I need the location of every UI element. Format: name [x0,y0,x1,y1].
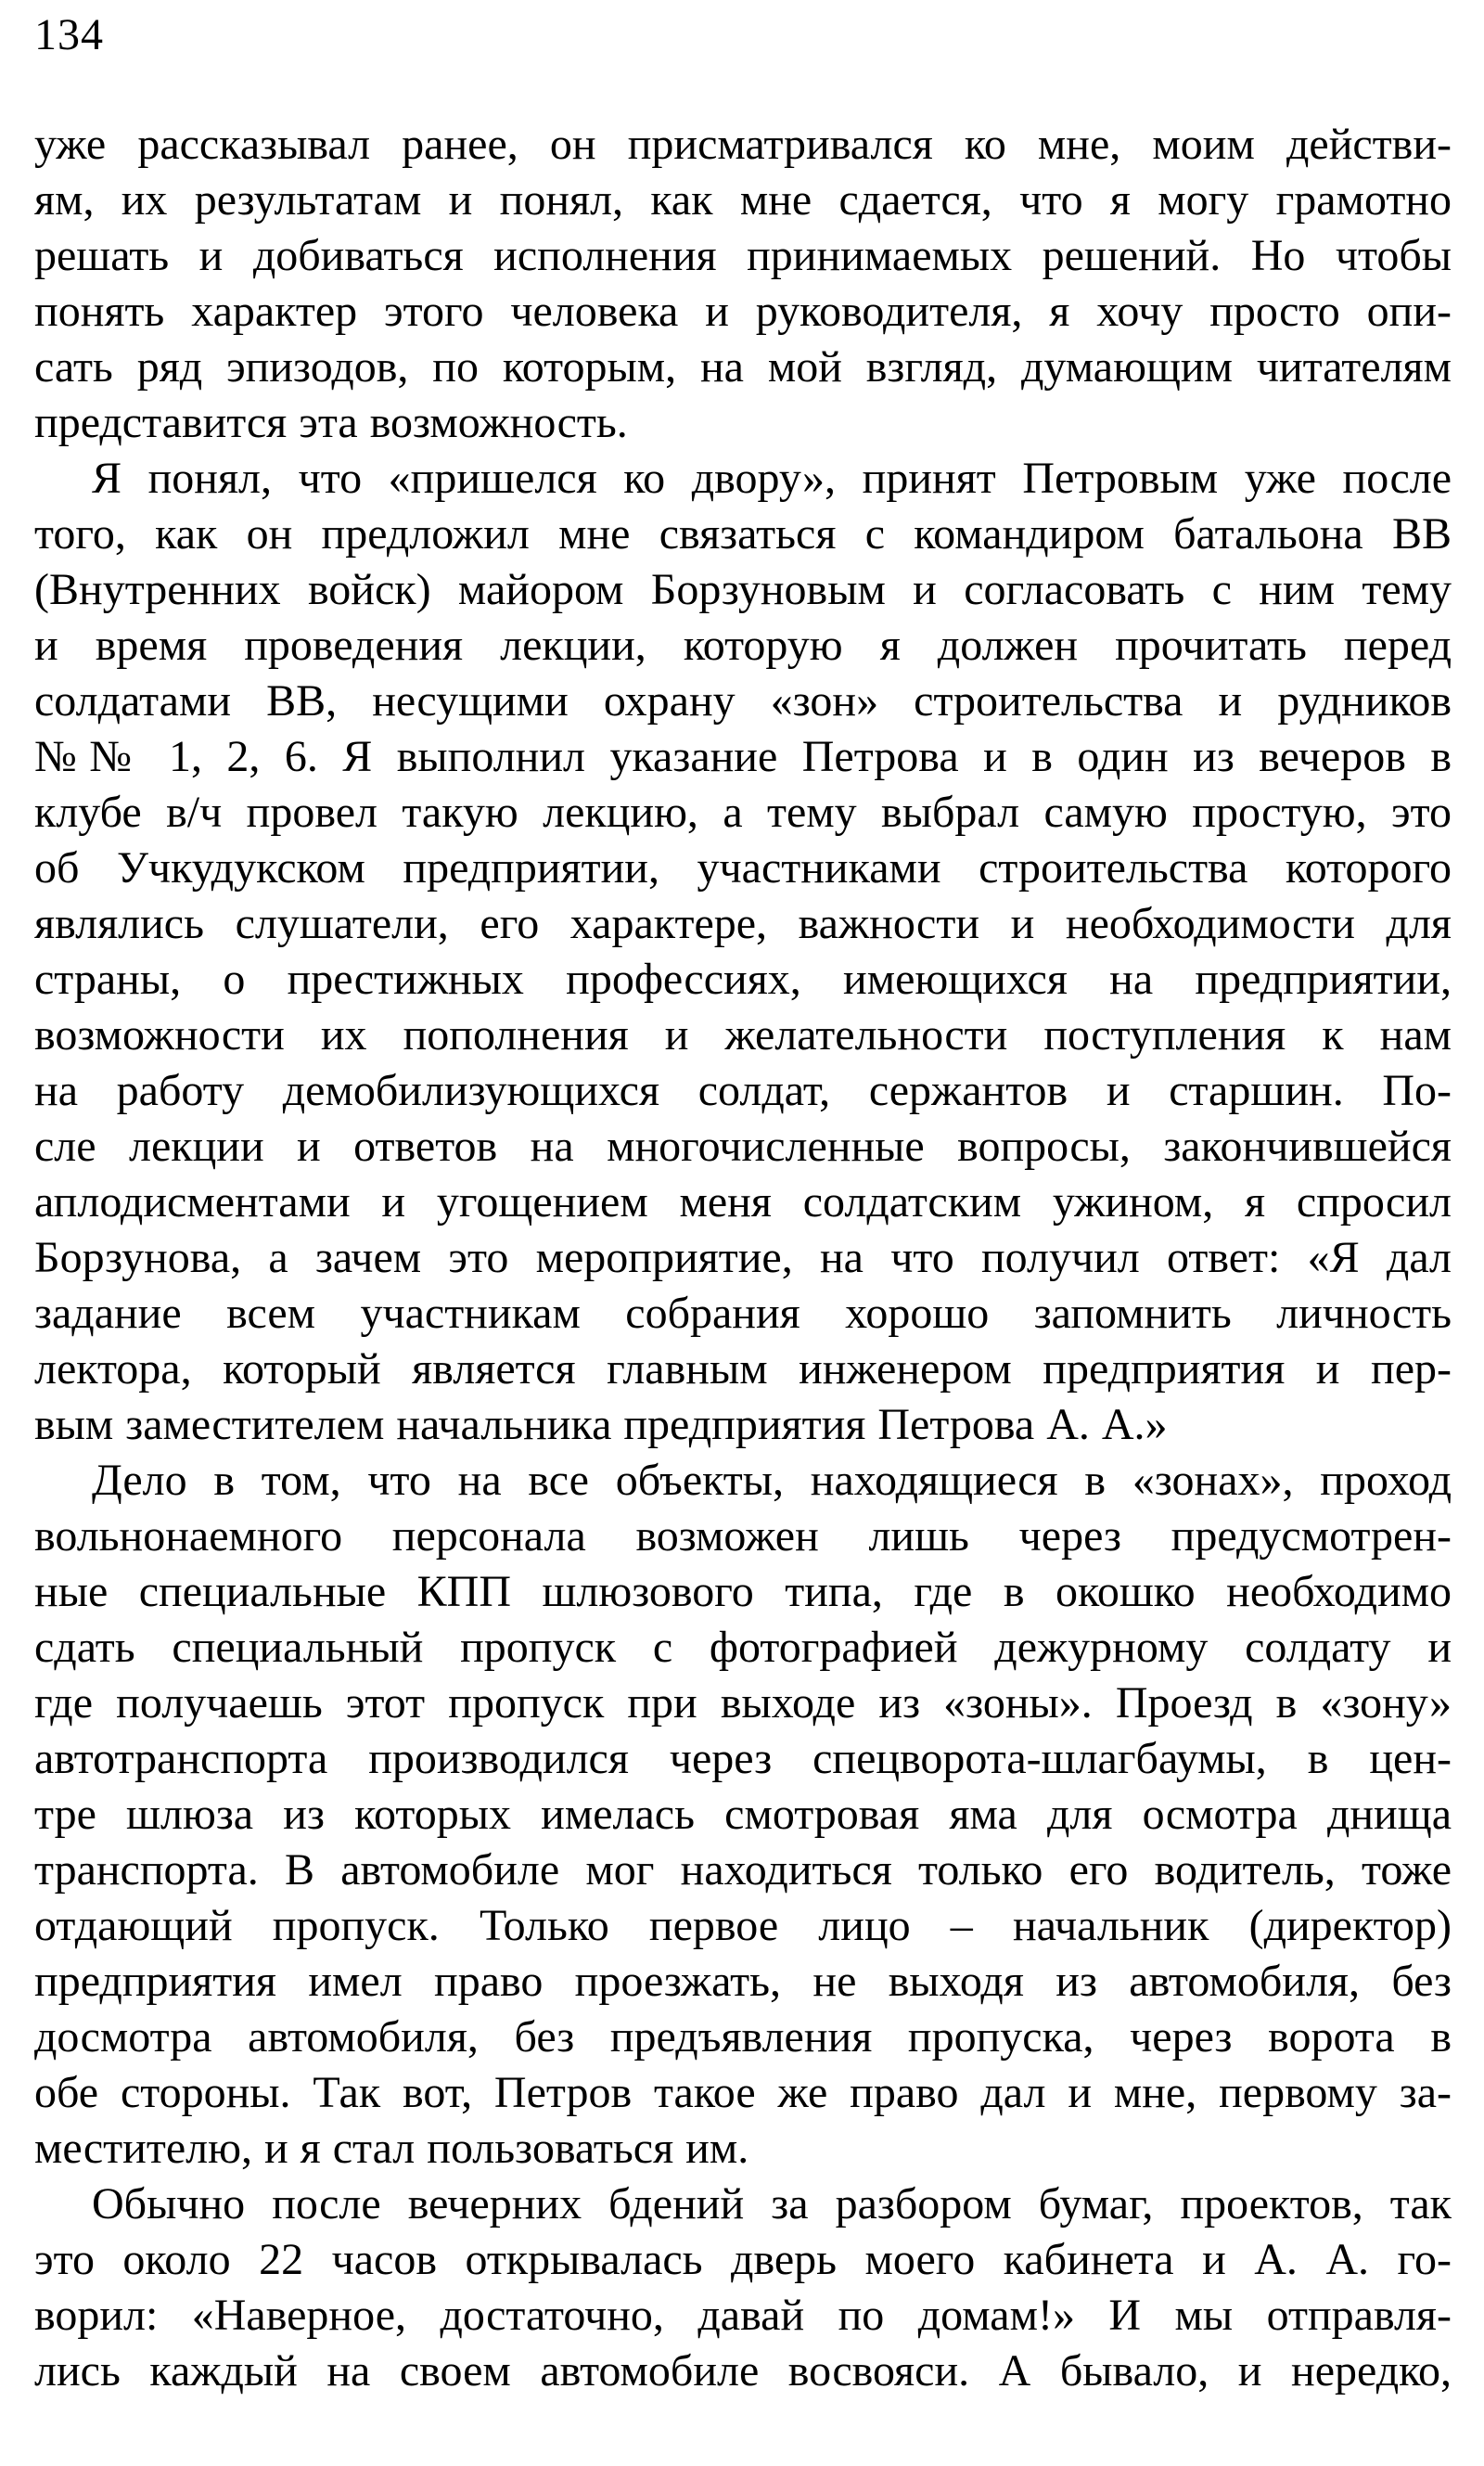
text-line: вольнонаемного персонала возможен лишь через предусмотрен- [34,1511,1452,1561]
text-line: страны, о престижных профессиях, имеющихся на предприятии, [34,955,1452,1004]
text-line: это около 22 часов открывалась дверь моего кабинета и А. А. го- [34,2235,1452,2284]
text-line: транспорта. В автомобиле мог находиться только его водитель, тоже [34,1845,1452,1894]
text-line: лектора, который является главным инженером предприятия и пер- [34,1344,1452,1394]
text-line: представится эта возможность. [34,398,628,447]
text-line: и время проведения лекции, которую я должен прочитать перед [34,621,1452,670]
text-line: об Учкудукском предприятии, участниками строительства которого [34,843,1452,893]
text-line: Обычно после вечерних бдений за разбором бумаг, проектов, так [92,2179,1452,2228]
text-line: сле лекции и ответов на многочисленные вопросы, закончившейся [34,1122,1452,1171]
text-line: тре шлюза из которых имелась смотровая яма для осмотра днища [34,1790,1452,1839]
text-line: обе стороны. Так вот, Петров такое же право дал и мне, первому за- [34,2068,1452,2117]
text-line: того, как он предложил мне связаться с командиром батальона ВВ [34,509,1452,559]
text-line: уже рассказывал ранее, он присматривался ко мне, моим действи- [34,120,1452,169]
text-line: лись каждый на своем автомобиле восвояси. А бывало, и нередко, [34,2346,1452,2395]
text-line: Я понял, что «пришелся ко двору», принят Петровым уже после [92,454,1452,503]
text-line: где получаешь этот пропуск при выходе из «зоны». Проезд в «зону» [34,1678,1452,1727]
text-line: клубе в/ч провел такую лекцию, а тему выбрал самую простую, это [34,788,1452,837]
text-line: аплодисментами и угощением меня солдатским ужином, я спросил [34,1177,1452,1227]
text-line: сдать специальный пропуск с фотографией дежурному солдату и [34,1623,1452,1672]
text-line: ные специальные КПП шлюзового типа, где в окошко необходимо [34,1567,1452,1616]
text-line: досмотра автомобиля, без предъявления пропуска, через ворота в [34,2012,1452,2061]
text-line: автотранспорта производился через спецворота-шлагбаумы, в цен- [34,1734,1452,1783]
text-line: местителю, и я стал пользоваться им. [34,2124,749,2173]
text-line: понять характер этого человека и руководителя, я хочу просто опи- [34,287,1452,336]
text-line: ворил: «Наверное, достаточно, давай по домам!» И мы отправля- [34,2291,1452,2340]
page-body [34,117,1452,2399]
text-line: сать ряд эпизодов, по которым, на мой взгляд, думающим читателям [34,342,1452,392]
text-line: предприятия имел право проезжать, не выходя из автомобиля, без [34,1957,1452,2006]
text-line: на работу демобилизующихся солдат, сержантов и старшин. По- [34,1066,1452,1115]
text-line: солдатами ВВ, несущими охрану «зон» строительства и рудников [34,676,1452,726]
text-line: (Внутренних войск) майором Борзуновым и согласовать с ним тему [34,565,1452,614]
text-line: вым заместителем начальника предприятия Петрова А. А.» [34,1400,1168,1449]
text-line: Дело в том, что на все объекты, находящиеся в «зонах», проход [92,1456,1452,1505]
text-line: ям, их результатам и понял, как мне сдается, что я могу грамотно [34,175,1452,225]
page-number: 134 [34,10,104,59]
text-line: Борзунова, а зачем это мероприятие, на что получил ответ: «Я дал [34,1233,1452,1282]
text-line: задание всем участникам собрания хорошо запомнить личность [34,1289,1452,1338]
text-line: решать и добиваться исполнения принимаемых решений. Но чтобы [34,231,1452,280]
text-line: возможности их пополнения и желательности поступления к нам [34,1010,1452,1060]
text-line: являлись слушатели, его характере, важности и необходимости для [34,899,1452,948]
text-line: отдающий пропуск. Только первое лицо – начальник (директор) [34,1901,1452,1950]
text-line: №№ 1, 2, 6. Я выполнил указание Петрова и в один из вечеров в [34,732,1452,781]
